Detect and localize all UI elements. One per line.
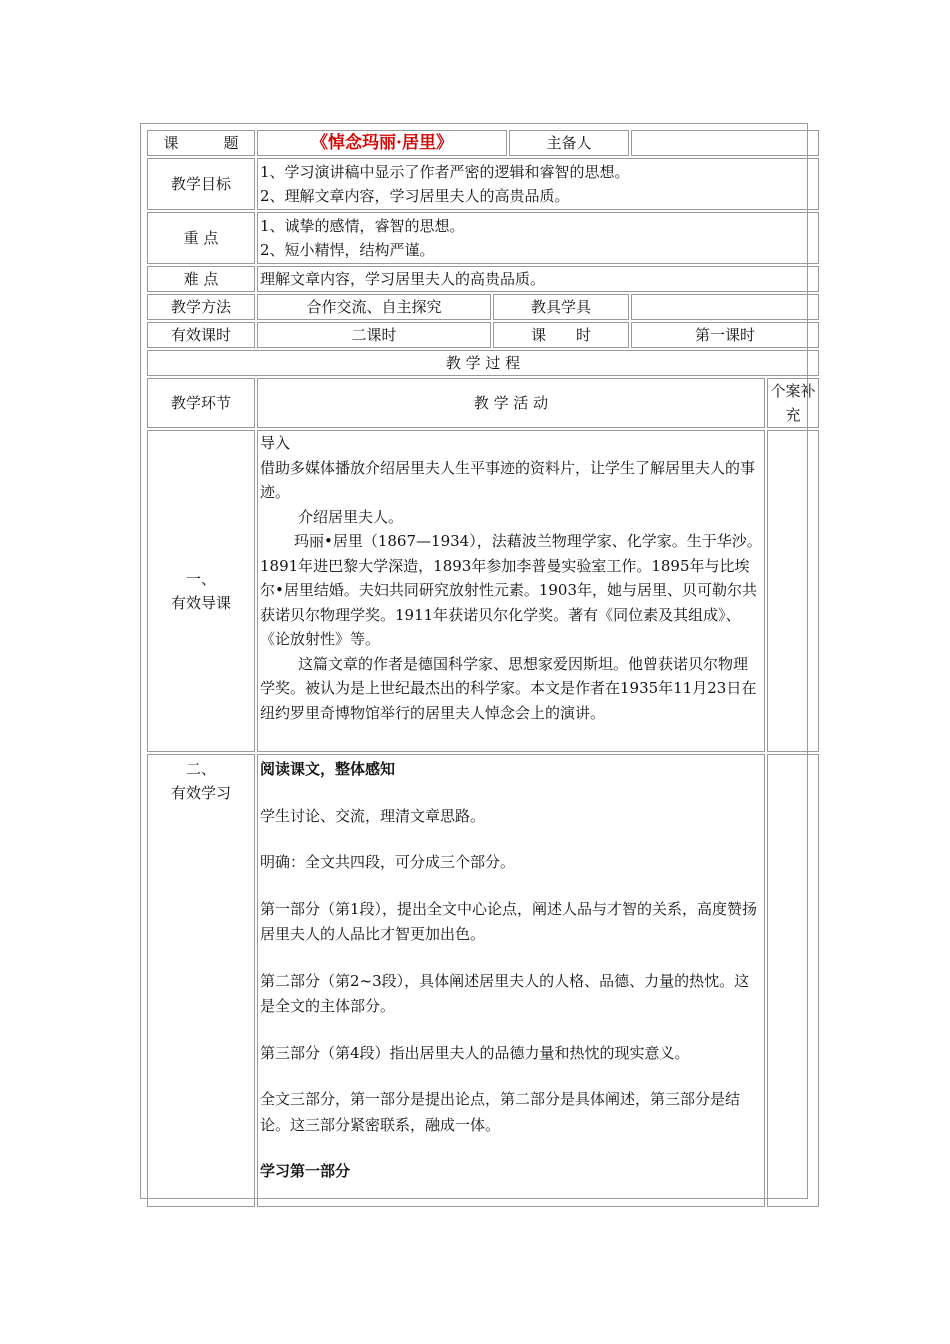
key-cell (257, 212, 819, 264)
activity-line: 导入 (260, 434, 291, 452)
period-label: 课 时 (493, 322, 629, 348)
key-item: 1、诚挚的感情，睿智的思想。 (260, 217, 465, 235)
lesson-title: 《悼念玛丽·居里》 (257, 130, 507, 156)
activity-column-header: 教 学 活 动 (257, 378, 765, 428)
method-value: 合作交流、自主探究 (257, 294, 491, 320)
activity-line: 玛丽•居里（1867—1934），法藉波兰物理学家、化学家。生于华沙。1891年进巴黎大学深造，1893年参加李普曼实验室工作。1895年与比埃尔•居里结婚。夫妇共同研究放射性元素。1903年，她与居里、贝可勒尔共获诺贝尔物理学奖。1911年获诺贝尔化学奖。著有《同位素及其组成》、《论放射性》等。 (260, 532, 762, 648)
process-heading: 教 学 过 程 (147, 350, 819, 376)
activity-paragraph: 第一部分（第1段），提出全文中心论点，阐述人品与才智的关系，高度赞扬居里夫人的人品比才智更加出色。 (260, 899, 758, 943)
method-label: 教学方法 (147, 294, 255, 320)
stage2-name: 有效学习 (170, 784, 231, 802)
tools-label: 教具学具 (493, 294, 629, 320)
owner-value (631, 130, 819, 156)
stage1-activity (257, 430, 765, 752)
hours-label: 有效课时 (147, 322, 255, 348)
stage1-note (767, 430, 819, 752)
stage2-note (767, 754, 819, 1207)
activity-paragraph: 全文三部分，第一部分是提出论点，第二部分是具体阐述，第三部分是结论。这三部分紧密联系，融成一体。 (260, 1090, 741, 1134)
goal-item: 1、学习演讲稿中显示了作者严密的逻辑和睿智的思想。 (260, 163, 630, 181)
activity-paragraph: 第二部分（第2~3段），具体阐述居里夫人的人格、品德、力量的热忱。这是全文的主体部分。 (260, 971, 750, 1015)
activity-paragraph: 学生讨论、交流，理清文章思路。 (260, 806, 486, 825)
stage-column-header: 教学环节 (147, 378, 255, 428)
activity-paragraph: 明确：全文共四段，可分成三个部分。 (260, 853, 516, 871)
stage2-activity (257, 754, 765, 1207)
stage1-number: 一、 (185, 570, 216, 588)
goals-label: 教学目标 (147, 158, 255, 210)
difficulty-label: 难 点 (147, 266, 255, 292)
stage2-label (147, 754, 255, 1207)
lesson-plan-page (140, 123, 816, 1199)
subject-label: 课 题 (147, 130, 255, 156)
activity-line: 介绍居里夫人。 (298, 507, 404, 526)
section-heading: 学习第一部分 (260, 1162, 351, 1180)
stage2-number: 二、 (185, 760, 216, 778)
owner-label: 主备人 (509, 130, 629, 156)
goals-cell (257, 158, 819, 210)
lesson-plan-table (145, 128, 821, 1209)
tools-value (631, 294, 819, 320)
stage1-name: 有效导课 (170, 594, 231, 612)
stage1-label (147, 430, 255, 752)
note-column-header: 个案补充 (767, 378, 819, 428)
key-label: 重 点 (147, 212, 255, 264)
difficulty-value: 理解文章内容，学习居里夫人的高贵品质。 (257, 266, 819, 292)
hours-value: 二课时 (257, 322, 491, 348)
activity-paragraph: 第三部分（第4段）指出居里夫人的品德力量和热忱的现实意义。 (260, 1043, 690, 1062)
section-heading: 阅读课文，整体感知 (260, 760, 396, 778)
period-value: 第一课时 (631, 322, 819, 348)
activity-line: 借助多媒体播放介绍居里夫人生平事迹的资料片，让学生了解居里夫人的事迹。 (260, 458, 756, 501)
goal-item: 2、理解文章内容，学习居里夫人的高贵品质。 (260, 187, 570, 205)
activity-line: 这篇文章的作者是德国科学家、思想家爱因斯坦。他曾获诺贝尔物理学奖。被认为是上世纪最杰出的科学家。本文是作者在1935年11月23日在纽约罗里奇博物馆举行的居里夫人悼念会上的演讲。 (260, 654, 757, 722)
key-item: 2、短小精悍，结构严谨。 (260, 241, 435, 259)
